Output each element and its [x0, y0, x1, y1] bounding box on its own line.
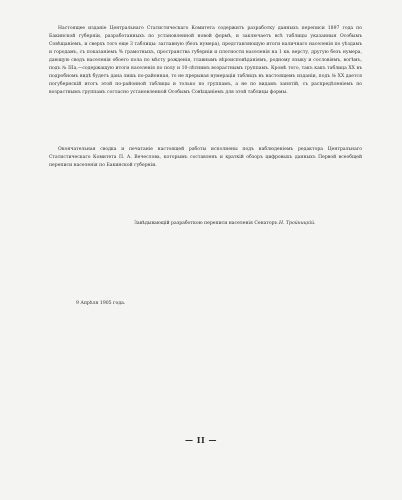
- signature-name: Н. Тройницкій.: [279, 221, 316, 226]
- intro-paragraph: Настоящее изданіе Центральнаго Статистическаго Комитета содержитъ разработку данныхъ переписи 1897 года по Бакинской губерніи, разработанныхъ по установленной новой формѣ, и заключаетъ всѣ таблицы указанныя Особымъ Совѣщаніемъ, и сверхъ того еще 3 таблицы: заглавную (безъ нумера), представляющую итоги наличнаго населенія по уѣздамъ и городамъ, съ показаніемъ % грамотныхъ, пространства губерніи и плотности населенія на 1 кв. версту, другую безъ нумера, дающую сводъ населенія обоего пола по мѣсту рожденія, главнымъ вѣроисповѣданіямъ, родному языку и сословіямъ, вогѣмъ, подъ № IIIа,—содержащую итоги населенія по полу и 10-лѣтнимъ возрастнымъ группамъ. Кромѣ того, такъ какъ таблица XX въ подробномъ видѣ будетъ дана лишь по-районная, то не прерывая нумераціи таблицъ въ настоящемъ изданіи, подъ № XX дается погубернскій итогъ этой по-районной таблицы и только по группамъ, а не по видамъ занятій, съ распредѣленіемъ по возрастнымъ группамъ согласно установленной Особымъ Совѣщаніемъ для этой таблицы формы.: [49, 25, 362, 96]
- signature-line: [134, 220, 374, 228]
- editor-paragraph: Окончательная сводка и печатаніе настоящей работы исполнены подъ наблюденіемъ редактора Центральнаго Статистическаго Комитета П. А. Вечеслова, которымъ составленъ и краткій обзоръ цифровыхъ данныхъ Первой всеобщей переписи населенія по Бакинской губерніи.: [49, 146, 362, 168]
- page-number: — II —: [184, 435, 218, 445]
- document-date: 9 Апрѣля 1905 года.: [76, 301, 126, 306]
- signature-title: Завѣдывающій разработкою переписи населенія Сенаторъ: [134, 221, 280, 226]
